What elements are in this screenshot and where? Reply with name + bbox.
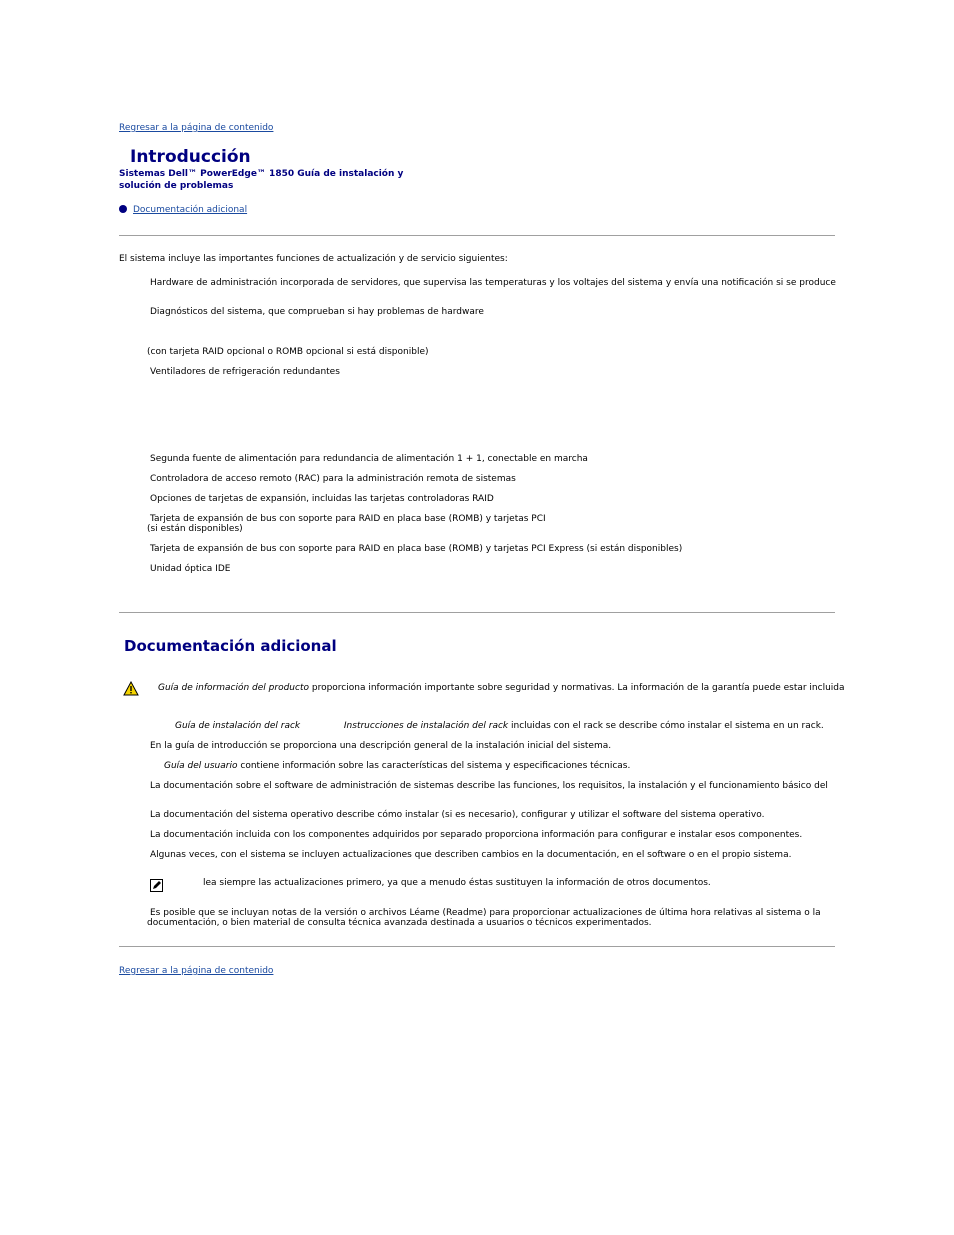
rack-doc-body: incluidas con el rack se describe cómo instalar el sistema en un rack. <box>511 721 824 731</box>
back-to-contents-link[interactable]: Regresar a la página de contenido <box>119 123 274 133</box>
page-subtitle: Sistemas Dell™ PowerEdge™ 1850 Guía de instalación y solución de problemas <box>119 169 404 191</box>
rack-instructions-title: Instrucciones de instalación del rack <box>343 721 509 731</box>
doc-item: La documentación del sistema operativo describe cómo instalar (si es necesario), configurar y utilizar el software del sistema operativo. <box>150 810 765 820</box>
feature-item: (si están disponibles) <box>147 524 243 534</box>
caution-body: proporciona información importante sobre seguridad y normativas. La información de la garantía puede estar incluida <box>311 683 845 693</box>
bullet-icon <box>119 205 127 213</box>
user-guide-text <box>164 761 630 771</box>
note-icon <box>150 877 163 890</box>
feature-item: Segunda fuente de alimentación para redundancia de alimentación 1 + 1, conectable en marcha <box>150 454 588 464</box>
divider <box>119 235 835 236</box>
user-guide-title: Guía del usuario <box>164 761 238 771</box>
rack-doc-text <box>175 721 824 731</box>
doc-item: La documentación incluida con los componentes adquiridos por separado proporciona información para configurar e instalar esos componentes. <box>150 830 803 840</box>
feature-item: Controladora de acceso remoto (RAC) para la administración remota de sistemas <box>150 474 516 484</box>
caution-text <box>158 683 845 693</box>
intro-lead: El sistema incluye las importantes funciones de actualización y de servicio siguientes: <box>119 254 508 264</box>
feature-item: (con tarjeta RAID opcional o ROMB opcional si está disponible) <box>147 347 429 357</box>
feature-item: Tarjeta de expansión de bus con soporte para RAID en placa base (ROMB) y tarjetas PCI Express (si están disponibles) <box>150 544 683 554</box>
page-title: Introducción <box>130 147 251 167</box>
feature-item: Unidad óptica IDE <box>150 564 231 574</box>
divider <box>119 612 835 613</box>
divider <box>119 946 835 947</box>
user-guide-body: contiene información sobre las características del sistema y especificaciones técnicas. <box>240 761 631 771</box>
toc-link-additional-docs[interactable]: Documentación adicional <box>133 205 248 215</box>
feature-item: Diagnósticos del sistema, que comprueban si hay problemas de hardware <box>150 307 484 317</box>
caution-doc-title: Guía de información del producto <box>158 683 309 693</box>
feature-item: Ventiladores de refrigeración redundantes <box>150 367 340 377</box>
caution-icon <box>123 681 139 696</box>
readme-text-line1: Es posible que se incluyan notas de la versión o archivos Léame (Readme) para proporcionar actualizaciones de última hora relativas al sistema o la <box>150 908 821 918</box>
feature-item: Tarjeta de expansión de bus con soporte para RAID en placa base (ROMB) y tarjetas PCI <box>150 514 546 524</box>
feature-item: Opciones de tarjetas de expansión, incluidas las tarjetas controladoras RAID <box>150 494 494 504</box>
doc-item: Algunas veces, con el sistema se incluyen actualizaciones que describen cambios en la documentación, en el software o en el propio sistema. <box>150 850 792 860</box>
section-title-additional-docs: Documentación adicional <box>124 637 337 655</box>
rack-guide-title: Guía de instalación del rack <box>175 721 301 731</box>
feature-item: Hardware de administración incorporada de servidores, que supervisa las temperaturas y los voltajes del sistema y envía una notificación si se produce <box>150 278 836 288</box>
back-to-contents-link-bottom[interactable]: Regresar a la página de contenido <box>119 966 274 976</box>
note-text: lea siempre las actualizaciones primero, ya que a menudo éstas sustituyen la información de otros documentos. <box>203 878 711 888</box>
readme-text-line2: documentación, o bien material de consulta técnica avanzada destinada a usuarios o técnicos experimentados. <box>147 918 652 928</box>
doc-item: La documentación sobre el software de administración de sistemas describe las funciones, los requisitos, la instalación y el funcionamiento básico del <box>150 781 828 791</box>
doc-item: En la guía de introducción se proporciona una descripción general de la instalación inicial del sistema. <box>150 741 612 751</box>
